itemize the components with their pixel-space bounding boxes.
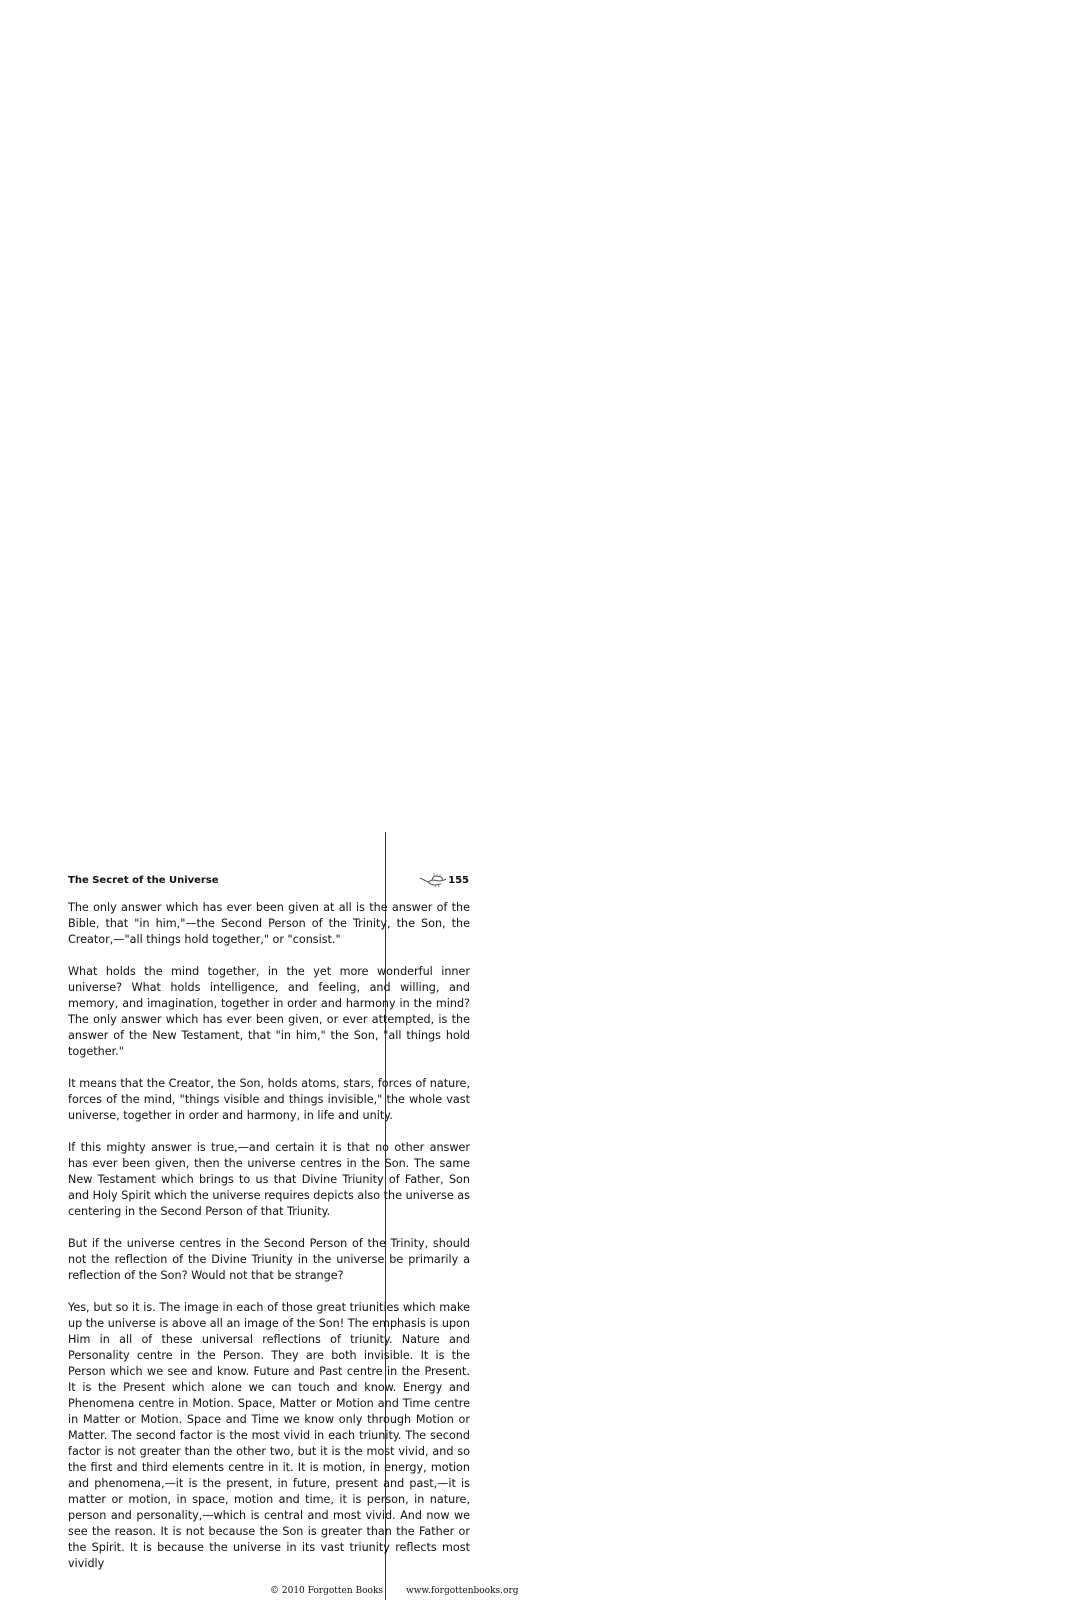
paragraph: It means that the Creator, the Son, holds atoms, stars, forces of nature, forces of the mind, "things visible and things invisible," the whole vast universe, together in order and harmony, in life and unity.: [68, 1077, 470, 1122]
paragraph: Yes, but so it is. The image in each of those great triunities which make up the universe is above all an image of the Son! The emphasis is upon Him in all of these universal reflections of triunity. Nature and Personality centre in the Person. They are both invisible. It is the Person which we see and know. Future and Past centre in the Present. It is the Present which alone we can touch and know. Energy and Phenomena centre in Motion. Space, Matter or Motion and Time centre in Matter or Motion. Space and Time we know only through Motion or Matter. The second factor is the most vivid in each triunity. The second factor is not greater than the other two, but it is the most vivid, and so the first and third elements centre in it. It is motion, in energy, motion and phenomena,—it is the present, in future, present and past,—it is matter or motion, in space, motion and time, it is person, in nature, person and personality,—which is central and most vivid. And now we see the reason. It is not because the Son is greater than the Father or the Spirit. It is because the universe in its vast triunity reflects most vividly: [68, 1301, 470, 1570]
paragraph: If this mighty answer is true,—and certain it is that no other answer has ever been given, then the universe centres in the Son. The same New Testament which brings to us that Divine Triunity of Father, Son and Holy Spirit which the universe requires depicts also the universe as centering in the Second Person of that Triunity.: [68, 1141, 470, 1218]
paragraph: What holds the mind together, in the yet more wonderful inner universe? What holds intelligence, and feeling, and willing, and memory, and imagination, together in order and harmony in the mind? The only answer which has ever been given, or ever attempted, is the answer of the New Testament, that "in him," the Son, "all things hold together.": [68, 965, 470, 1058]
footer-website: www.forgottenbooks.org: [406, 1586, 519, 1596]
paragraph: The only answer which has ever been given at all is the answer of the Bible, that "in him,"—the Second Person of the Trinity, the Son, the Creator,—"all things hold together," or "consist.": [68, 901, 470, 946]
running-title: The Secret of the Universe: [68, 875, 219, 886]
page-header: [68, 872, 470, 890]
paragraph: But if the universe centres in the Second Person of the Trinity, should not the reflection of the Divine Triunity in the universe be primarily a reflection of the Son? Would not that be strange?: [68, 1237, 470, 1282]
body-text: [68, 900, 470, 1588]
page-number: 155: [448, 875, 469, 886]
pointing-hand-icon: [419, 872, 447, 888]
footer-copyright: © 2010 Forgotten Books: [270, 1586, 384, 1596]
